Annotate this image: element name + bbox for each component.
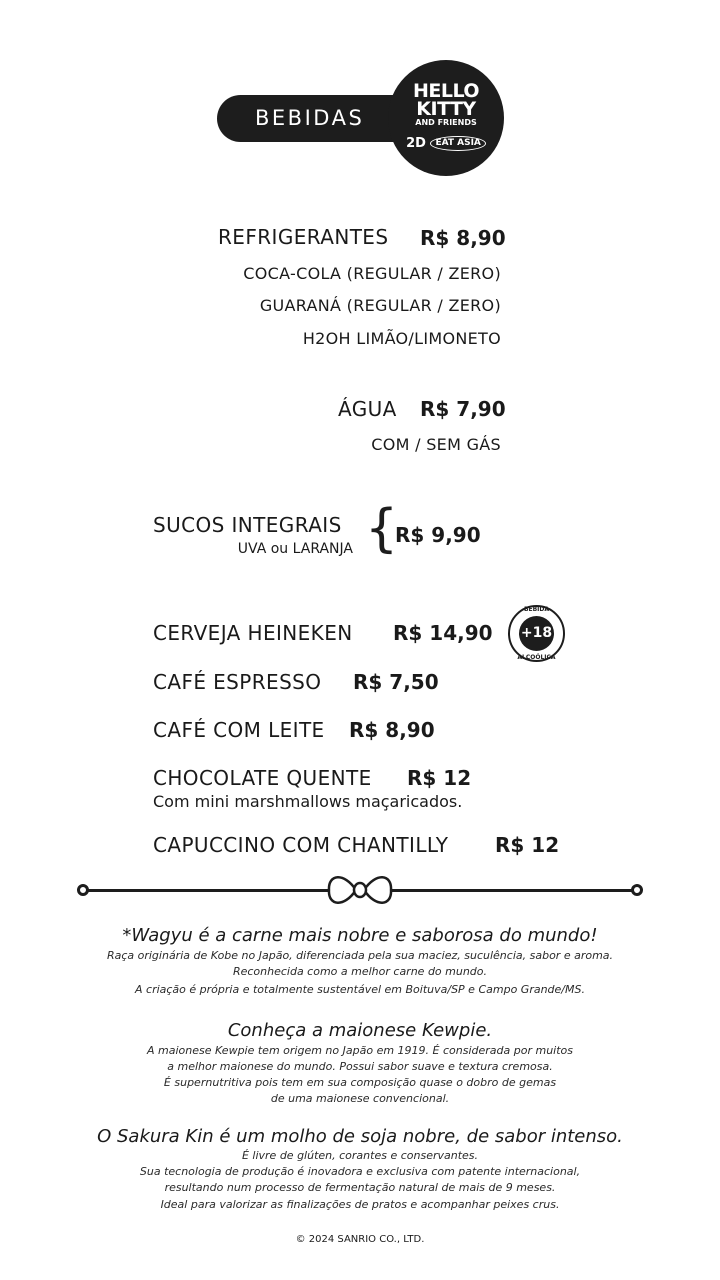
bow-icon <box>326 870 394 910</box>
refrigerantes-option: H2OH LIMÃO/LIMONETO <box>302 329 501 348</box>
logo-line-friends: AND FRIENDS <box>415 118 477 127</box>
refrigerantes-option: GUARANÁ (REGULAR / ZERO) <box>259 296 501 315</box>
kewpie-line: A maionese Kewpie tem origem no Japão em 1919. É considerada por muitos <box>146 1044 573 1057</box>
cafe-leite-price: R$ 8,90 <box>349 718 435 742</box>
kewpie-line: a melhor maionese do mundo. Possui sabor suave e textura cremosa. <box>167 1060 553 1073</box>
cafe-leite-name: CAFÉ COM LEITE <box>153 718 325 742</box>
alcohol-18-badge-icon <box>508 605 565 662</box>
badge-top-text: BEBIDA <box>523 606 550 613</box>
sakura-line: Sua tecnologia de produção é inovadora e exclusiva com patente internacional, <box>139 1165 581 1178</box>
hello-kitty-logo <box>388 60 504 176</box>
agua-price: R$ 7,90 <box>420 397 506 421</box>
logo-line-kitty: KITTY <box>416 98 476 120</box>
logo-eat-asia: EAT ASIA <box>430 136 485 151</box>
chocolate-name: CHOCOLATE QUENTE <box>153 766 372 790</box>
wagyu-line: A criação é própria e totalmente sustentável em Boituva/SP e Campo Grande/MS. <box>135 983 585 996</box>
kewpie-title: Conheça a maionese Kewpie. <box>227 1020 493 1041</box>
sakura-line: Ideal para valorizar as finalizações de pratos e acompanhar peixes crus. <box>160 1198 560 1211</box>
section-title: BEBIDAS <box>255 106 365 130</box>
agua-detail: COM / SEM GÁS <box>371 435 501 454</box>
sucos-detail: UVA ou LARANJA <box>237 541 353 557</box>
sucos-name: SUCOS INTEGRAIS <box>153 513 342 537</box>
kewpie-line: É supernutritiva pois tem em sua composição quase o dobro de gemas <box>163 1076 557 1089</box>
sakura-line: É livre de glúten, corantes e conservantes. <box>241 1149 479 1162</box>
divider-end-dot <box>77 884 89 896</box>
espresso-price: R$ 7,50 <box>353 670 439 694</box>
sucos-brace: { <box>365 499 399 559</box>
logo-2d: 2D <box>406 136 426 151</box>
chocolate-price: R$ 12 <box>407 766 472 790</box>
wagyu-title: *Wagyu é a carne mais nobre e saborosa do mundo! <box>122 925 598 946</box>
logo-sub-brand <box>388 136 504 151</box>
capuccino-price: R$ 12 <box>495 833 560 857</box>
capuccino-name: CAPUCCINO COM CHANTILLY <box>153 833 449 857</box>
divider-end-dot <box>631 884 643 896</box>
refrigerantes-name: REFRIGERANTES <box>218 225 389 249</box>
badge-bottom-text: ALCOÓLICA <box>517 654 556 661</box>
refrigerantes-price: R$ 8,90 <box>420 226 506 250</box>
copyright: © 2024 SANRIO CO., LTD. <box>295 1234 425 1245</box>
badge-age-text: +18 <box>519 616 554 651</box>
sucos-price: R$ 9,90 <box>395 523 481 547</box>
cerveja-price: R$ 14,90 <box>393 621 493 645</box>
wagyu-line: Reconhecida como a melhor carne do mundo. <box>232 965 488 978</box>
refrigerantes-option: COCA-COLA (REGULAR / ZERO) <box>243 264 501 283</box>
kewpie-line: de uma maionese convencional. <box>270 1092 450 1105</box>
agua-name: ÁGUA <box>338 397 397 421</box>
sakura-title: O Sakura Kin é um molho de soja nobre, de sabor intenso. <box>97 1126 623 1147</box>
chocolate-detail: Com mini marshmallows maçaricados. <box>153 792 463 811</box>
cerveja-name: CERVEJA HEINEKEN <box>153 621 353 645</box>
espresso-name: CAFÉ ESPRESSO <box>153 670 322 694</box>
sakura-line: resultando num processo de fermentação natural de mais de 9 meses. <box>164 1181 556 1194</box>
wagyu-line: Raça originária de Kobe no Japão, diferenciada pela sua maciez, suculência, sabor e aroma. <box>106 949 614 962</box>
logo-line-hello: HELLO <box>412 80 480 102</box>
